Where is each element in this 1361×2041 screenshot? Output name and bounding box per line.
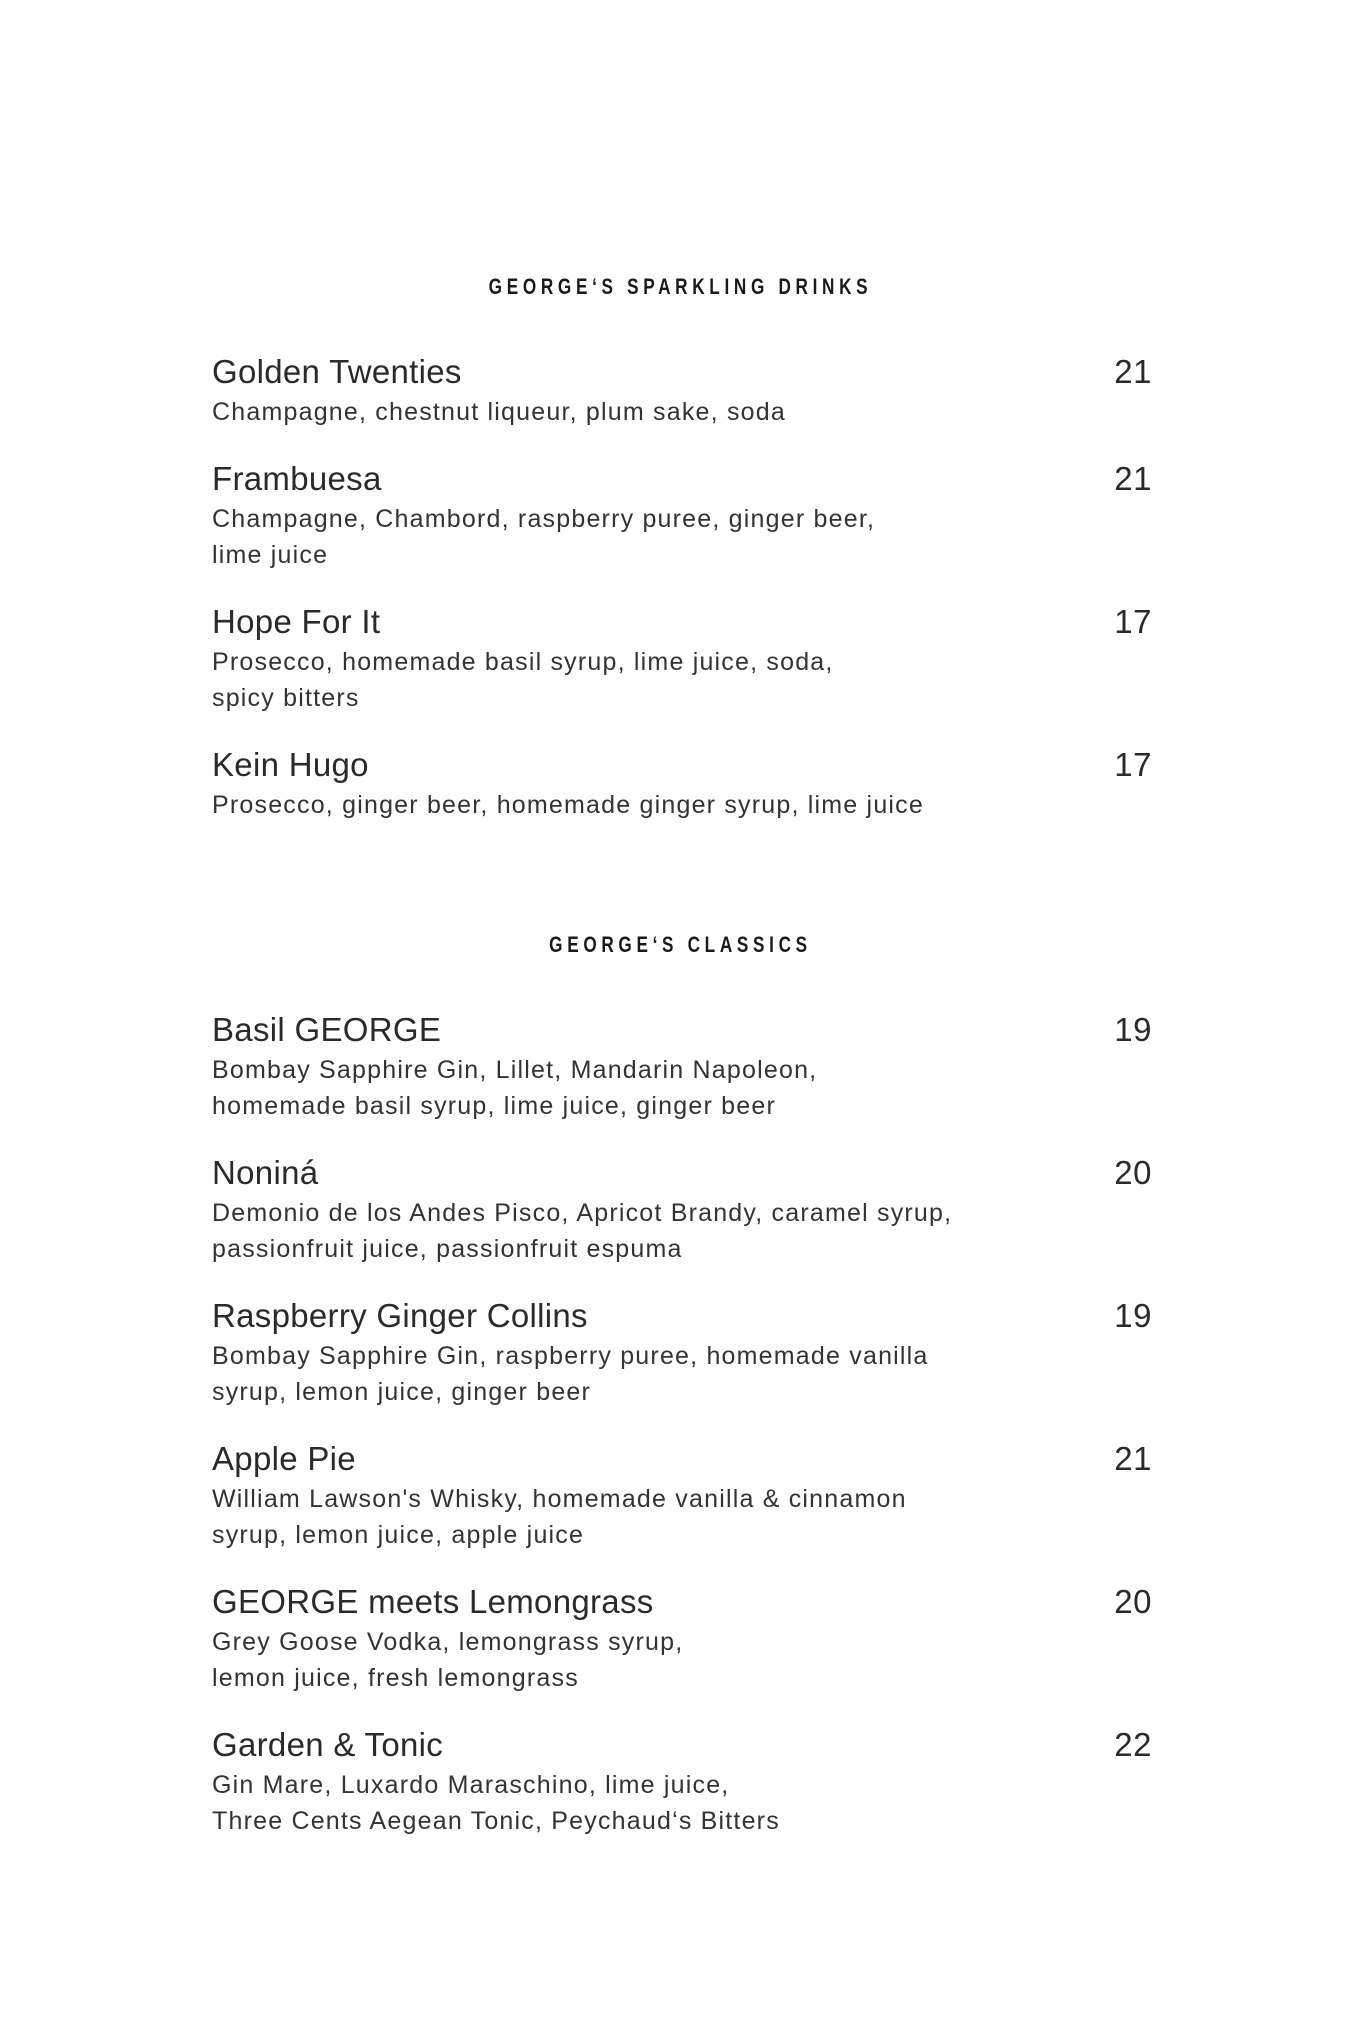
item-description: Prosecco, homemade basil syrup, lime juice, soda, spicy bitters <box>212 648 834 712</box>
item-name: Kein Hugo <box>212 746 369 783</box>
item-name: Hope For It <box>212 603 381 640</box>
menu-item <box>212 600 1152 716</box>
item-name: Golden Twenties <box>212 353 462 390</box>
item-description: Bombay Sapphire Gin, raspberry puree, homemade vanilla syrup, lemon juice, ginger beer <box>212 1342 929 1406</box>
item-description: Grey Goose Vodka, lemongrass syrup, lemon juice, fresh lemongrass <box>212 1628 684 1692</box>
item-price: 21 <box>1114 353 1152 390</box>
item-description: William Lawson's Whisky, homemade vanilla & cinnamon syrup, lemon juice, apple juice <box>212 1485 907 1549</box>
menu-item <box>212 1723 1152 1839</box>
item-name: Apple Pie <box>212 1440 356 1477</box>
item-price: 17 <box>1114 746 1152 783</box>
item-name: Noniná <box>212 1154 319 1191</box>
item-price: 19 <box>1114 1297 1152 1334</box>
section-title-sparkling-drinks: GEORGE‘S SPARKLING DRINKS <box>488 274 873 299</box>
item-price: 20 <box>1114 1583 1152 1620</box>
menu-item <box>212 1008 1152 1124</box>
section-title-classics: GEORGE‘S CLASSICS <box>549 932 812 957</box>
item-price: 17 <box>1114 603 1152 640</box>
item-name: Frambuesa <box>212 460 382 497</box>
menu-item <box>212 1151 1152 1267</box>
item-description: Demonio de los Andes Pisco, Apricot Brandy, caramel syrup, passionfruit juice, passionfruit espuma <box>212 1199 953 1263</box>
item-name: Garden & Tonic <box>212 1726 444 1763</box>
menu-item <box>212 1580 1152 1696</box>
item-description: Prosecco, ginger beer, homemade ginger syrup, lime juice <box>212 791 924 819</box>
menu-item <box>212 1294 1152 1410</box>
item-description: Bombay Sapphire Gin, Lillet, Mandarin Napoleon, homemade basil syrup, lime juice, ginger beer <box>212 1056 818 1120</box>
menu-list-classics <box>212 1008 1152 1866</box>
menu-item <box>212 1437 1152 1553</box>
menu-item <box>212 743 1152 823</box>
item-price: 21 <box>1114 1440 1152 1477</box>
item-price: 21 <box>1114 460 1152 497</box>
item-price: 20 <box>1114 1154 1152 1191</box>
item-name: GEORGE meets Lemongrass <box>212 1583 654 1620</box>
menu-item <box>212 350 1152 430</box>
menu-list-sparkling-drinks <box>212 350 1152 850</box>
item-description: Champagne, chestnut liqueur, plum sake, soda <box>212 398 786 426</box>
item-price: 19 <box>1114 1011 1152 1048</box>
menu-item <box>212 457 1152 573</box>
item-description: Champagne, Chambord, raspberry puree, ginger beer, lime juice <box>212 505 876 569</box>
item-price: 22 <box>1114 1726 1152 1763</box>
item-name: Raspberry Ginger Collins <box>212 1297 588 1334</box>
item-description: Gin Mare, Luxardo Maraschino, lime juice, Three Cents Aegean Tonic, Peychaud‘s Bitters <box>212 1771 780 1835</box>
item-name: Basil GEORGE <box>212 1011 442 1048</box>
